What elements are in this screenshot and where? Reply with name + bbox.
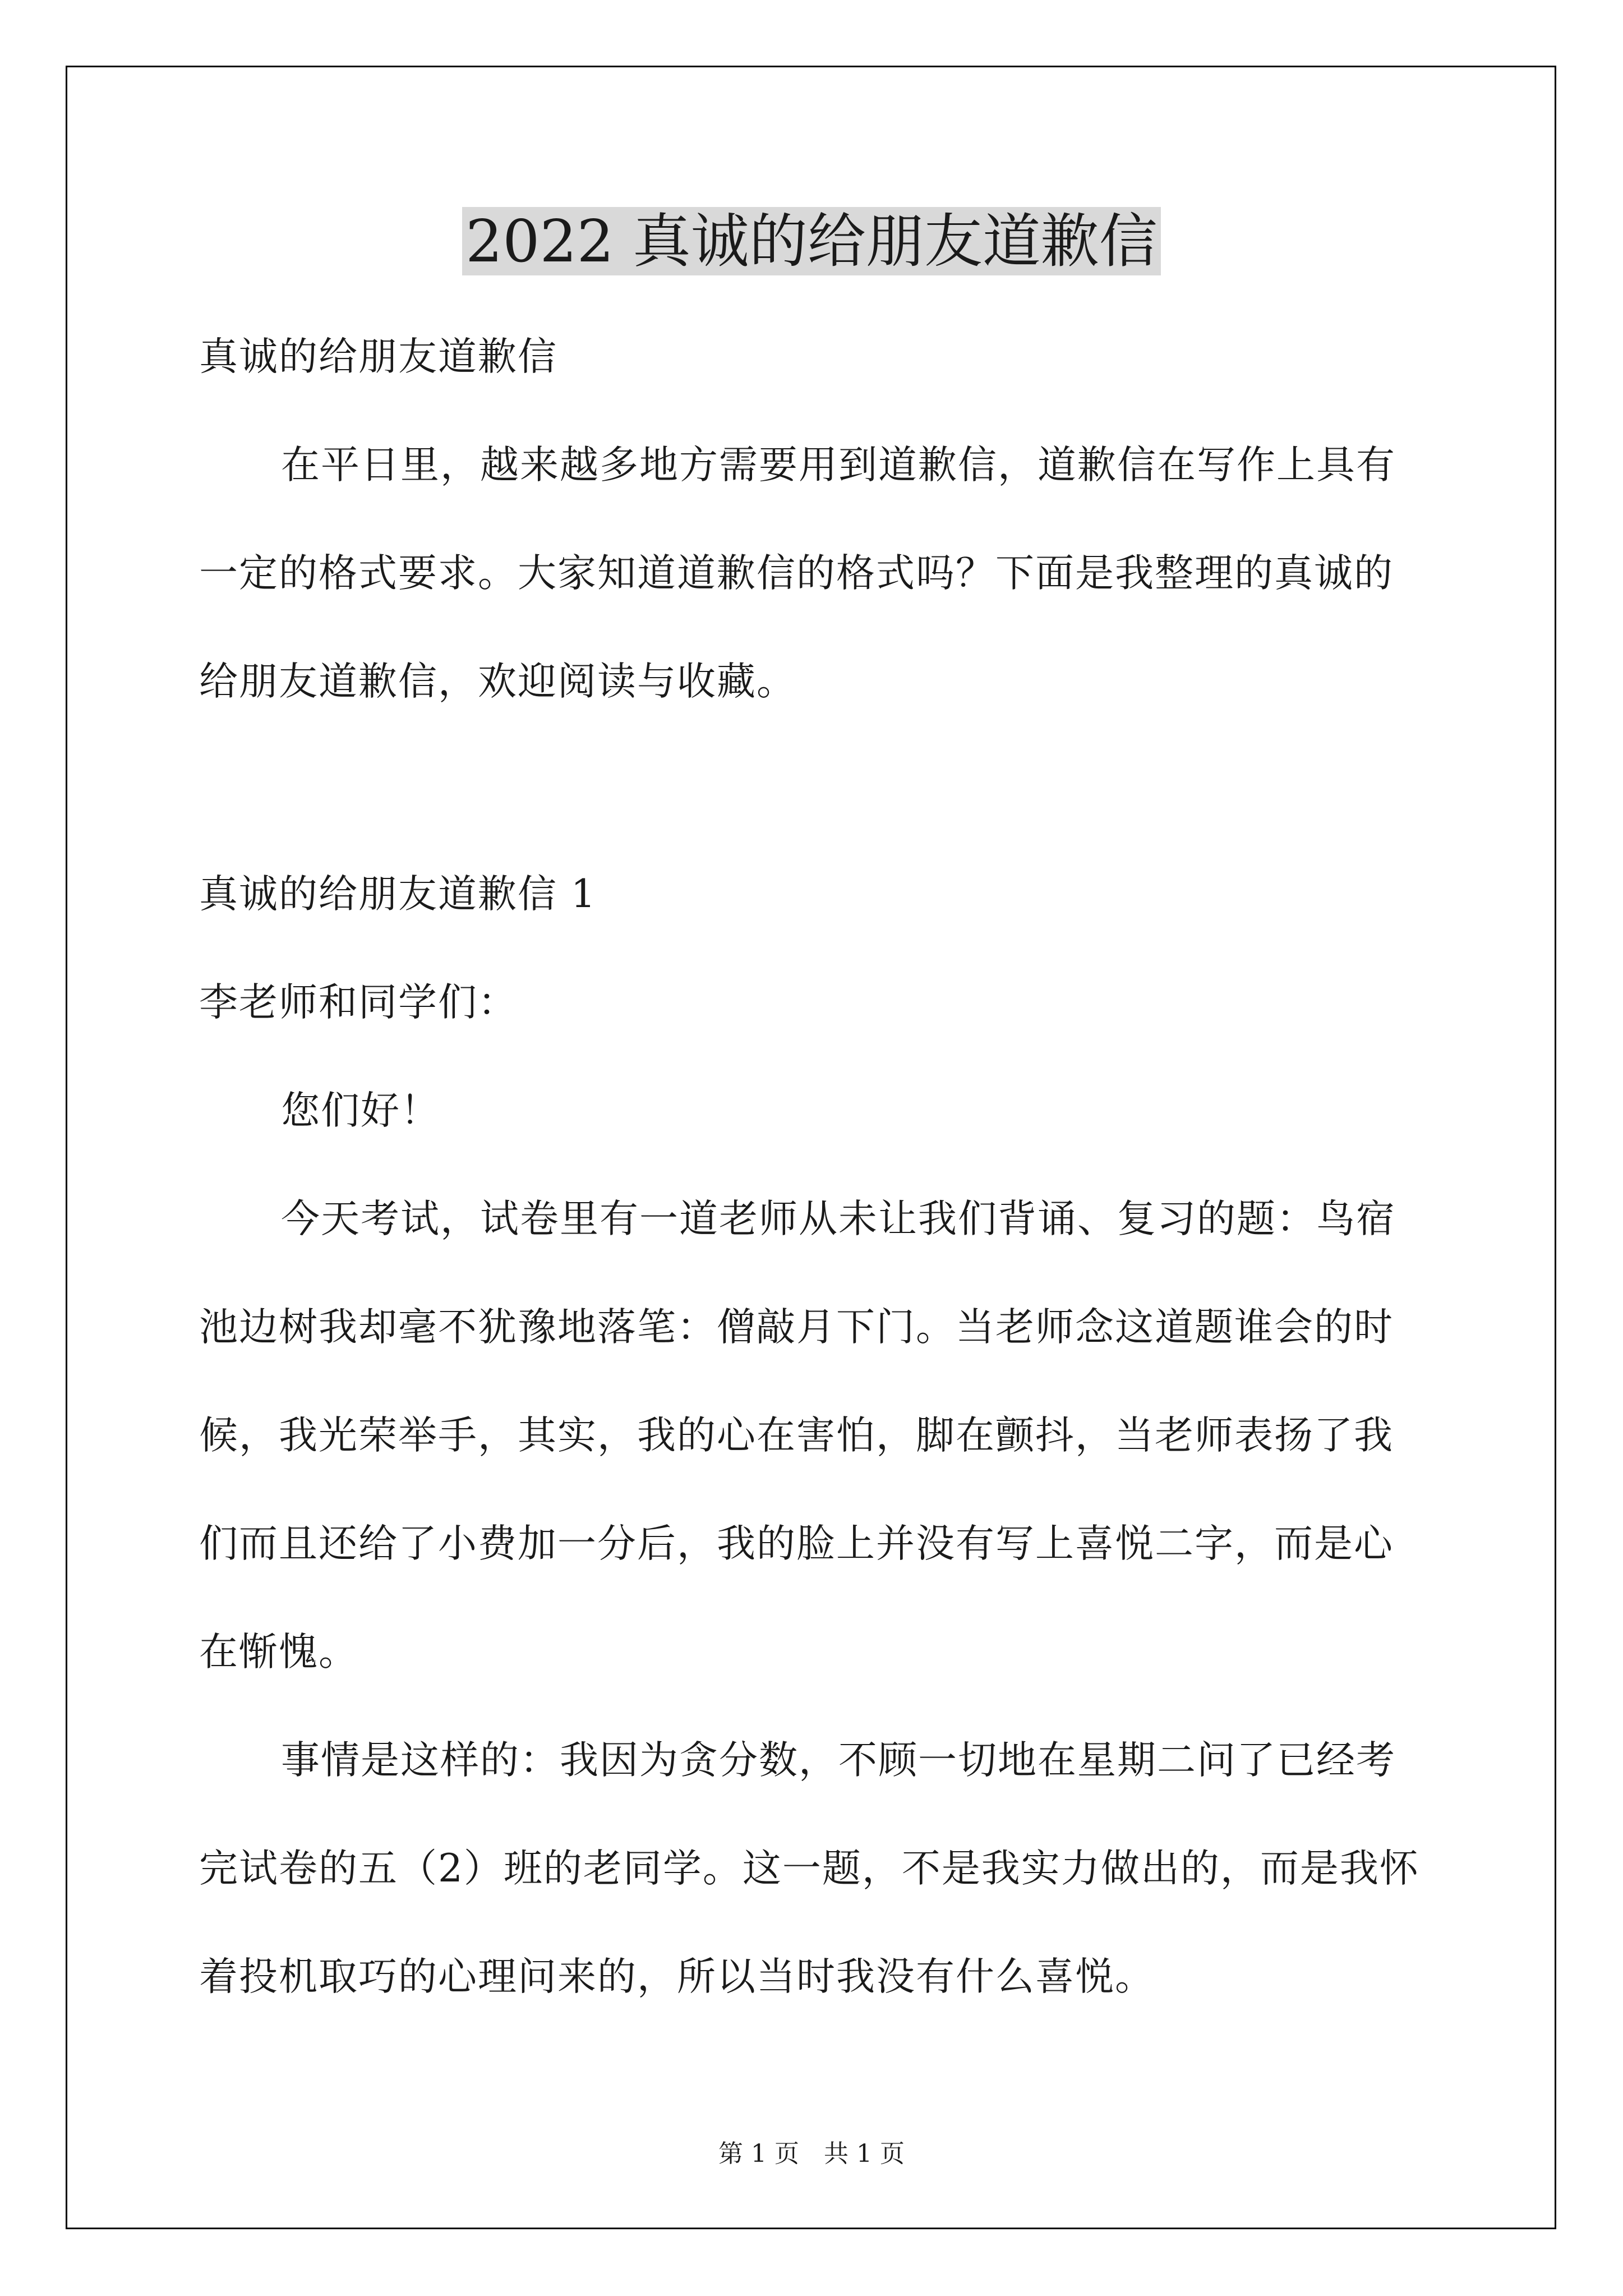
intro-paragraph: 在平日里，越来越多地方需要用到道歉信，道歉信在写作上具有一定的格式要求。大家知道道歉信的格式吗？下面是我整理的真诚的给朋友道歉信，欢迎阅读与收藏。 (199, 443, 1396, 704)
salutation: 李老师和同学们： (199, 980, 518, 1025)
body-paragraph-2: 事情是这样的：我因为贪分数，不顾一切地在星期二问了已经考完试卷的五（2）班的老同学。这一题，不是我实力做出的，而是我怀着投机取巧的心理问来的，所以当时我没有什么喜悦。 (199, 1738, 1419, 1999)
greeting: 您们好！ (281, 1088, 440, 1133)
document-title: 2022 真诚的给朋友道歉信 (0, 199, 1623, 283)
document-body (199, 303, 1433, 2031)
document-subtitle: 真诚的给朋友道歉信 (199, 334, 557, 379)
section-heading: 真诚的给朋友道歉信 1 (199, 872, 597, 917)
page-footer: 第 1 页 共 1 页 (718, 2139, 905, 2168)
body-paragraph-1: 今天考试，试卷里有一道老师从未让我们背诵、复习的题：鸟宿池边树我却毫不犹豫地落笔：僧敲月下门。当老师念这道题谁会的时候，我光荣举手，其实，我的心在害怕，脚在颤抖，当老师表扬了我们而且还给了小费加一分后，我的脸上并没有写上喜悦二字，而是心在惭愧。 (199, 1197, 1396, 1674)
spacer (199, 736, 1433, 840)
